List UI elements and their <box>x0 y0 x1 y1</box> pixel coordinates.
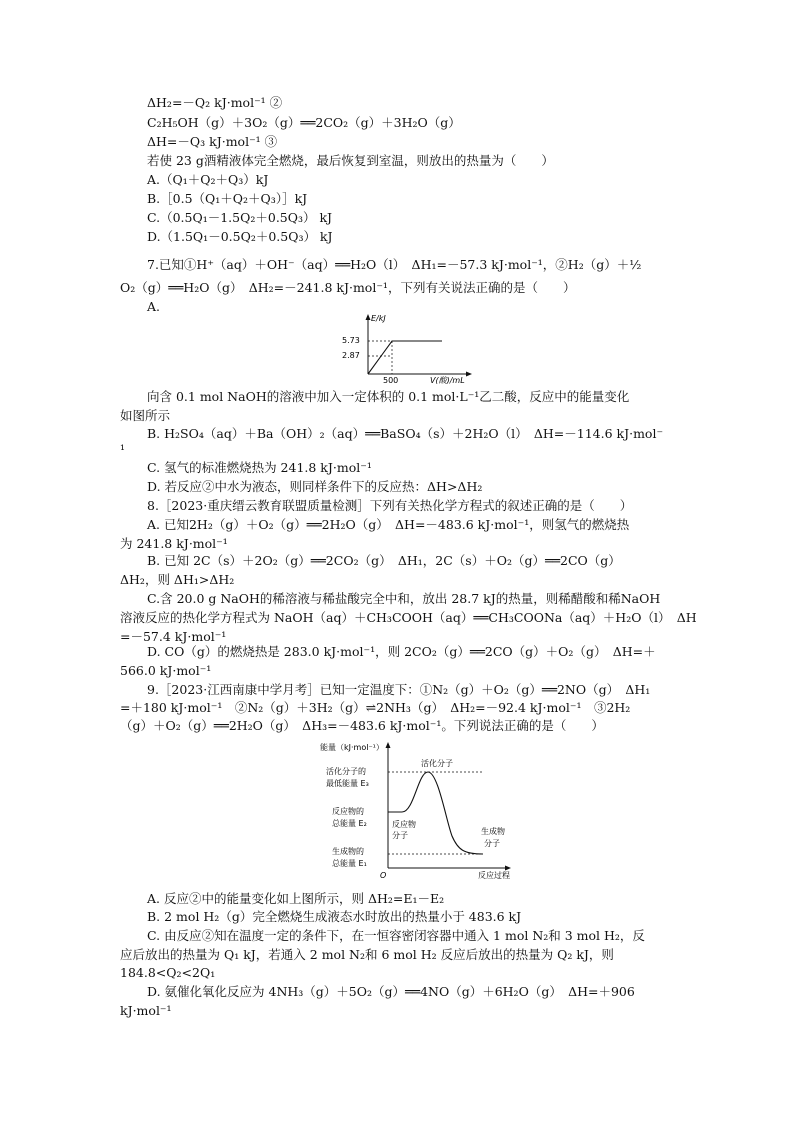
option-a: A. 反应②中的能量变化如上图所示，则 ΔH₂=E₁－E₂ <box>147 891 445 906</box>
y-axis-label: E/kJ <box>371 314 386 323</box>
product-label: 生成物 <box>481 827 505 836</box>
x-axis-arrow <box>505 866 511 871</box>
question-7-stem: 7.已知①H⁺（aq）＋OH⁻（aq）══H₂O（l） ΔH₁=－57.3 kJ·mol⁻¹，②H₂（g）＋½ <box>147 257 642 272</box>
question-stem: 若使 23 g酒精液体完全燃烧，最后恢复到室温，则放出的热量为（ ） <box>147 153 554 168</box>
text-line: ΔH₂=－Q₂ kJ·mol⁻¹ ② <box>147 95 283 110</box>
option-b: B. 2 mol H₂（g）完全燃烧生成液态水时放出的热量小于 483.6 kJ <box>147 909 522 924</box>
x-axis-arrow <box>466 372 472 377</box>
option-c: C. 氢气的标准燃烧热为 241.8 kJ·mol⁻¹ <box>147 460 372 475</box>
e3-label: 最低能量 E₃ <box>326 779 369 788</box>
text-line: 向含 0.1 mol NaOH的溶液中加入一定体积的 0.1 mol·L⁻¹乙二酸，反应中的能量变化 <box>147 389 630 404</box>
option-c: C.（0.5Q₁－1.5Q₂＋0.5Q₃） kJ <box>147 210 333 225</box>
text-line: ΔH=－Q₃ kJ·mol⁻¹ ③ <box>147 134 278 149</box>
y-axis-arrow <box>366 314 371 320</box>
reactant-label: 反应物 <box>392 820 416 829</box>
text-line: 566.0 kJ·mol⁻¹ <box>120 663 212 678</box>
text-line: O₂（g）══H₂O（g） ΔH₂=－241.8 kJ·mol⁻¹，下列有关说法正确的是（ ） <box>120 280 576 295</box>
product-label: 分子 <box>484 839 500 848</box>
text-line: 如图所示 <box>120 408 171 423</box>
text-line: 溶液反应的热化学方程式为 NaOH（aq）＋CH₃COOH（aq）══CH₃COONa（aq）＋H₂O（l） ΔH <box>120 610 697 625</box>
option-c: C. 由反应②知在温度一定的条件下，在一恒容密闭容器中通入 1 mol N₂和 3 mol H₂，反 <box>147 928 645 943</box>
text-line: 为 241.8 kJ·mol⁻¹ <box>120 536 228 551</box>
text-line: =＋180 kJ·mol⁻¹ ②N₂（g）＋3H₂（g）⇌2NH₃（g） ΔH₂=－92.4 kJ·mol⁻¹ ③2H₂ <box>120 700 631 715</box>
text-line: ΔH₂，则 ΔH₁>ΔH₂ <box>120 572 235 587</box>
option-a: A.（Q₁＋Q₂＋Q₃）kJ <box>147 172 269 187</box>
e1-label: 总能量 E₁ <box>332 859 367 868</box>
option-b: B. 已知 2C（s）＋2O₂（g）══2CO₂（g） ΔH₁，2C（s）＋O₂（g）══2CO（g） <box>147 553 621 568</box>
question-9-stem: 9.［2023·江西南康中学月考］已知一定温度下：①N₂（g）＋O₂（g）══2NO（g） ΔH₁ <box>147 682 651 697</box>
y-tick-label: 5.73 <box>342 336 360 345</box>
e3-label: 活化分子的 <box>326 767 366 776</box>
option-d: D. 若反应②中水为液态，则同样条件下的反应热：ΔH>ΔH₂ <box>147 479 483 494</box>
text-line: （g）＋O₂（g）══2H₂O（g） ΔH₃=－483.6 kJ·mol⁻¹。下列说法正确的是（ ） <box>120 718 604 733</box>
option-a: A. 已知2H₂（g）＋O₂（g）══2H₂O（g） ΔH=－483.6 kJ·mol⁻¹，则氢气的燃烧热 <box>147 517 630 532</box>
text-line: 应后放出的热量为 Q₁ kJ，若通入 2 mol N₂和 6 mol H₂ 反应后放出的热量为 Q₂ kJ，则 <box>120 947 614 962</box>
origin-label: O <box>380 871 387 880</box>
option-b: B.［0.5（Q₁＋Q₂＋Q₃）］kJ <box>147 191 308 206</box>
energy-profile-figure <box>318 736 518 884</box>
e1-label: 生成物的 <box>332 847 364 856</box>
text-line: ¹ <box>120 442 126 457</box>
text-line: kJ·mol⁻¹ <box>120 1003 172 1018</box>
text-line: =－57.4 kJ·mol⁻¹ <box>120 629 227 644</box>
y-tick-label: 2.87 <box>342 351 360 360</box>
text-line: C₂H₅OH（g）＋3O₂（g）══2CO₂（g）＋3H₂O（g） <box>147 115 461 130</box>
reactant-label: 分子 <box>392 831 408 840</box>
e2-label: 总能量 E₂ <box>332 819 367 828</box>
x-axis-label: 反应过程 <box>478 871 510 880</box>
y-axis-label: 能量（kJ·mol⁻¹） <box>320 743 384 752</box>
option-a: A. <box>147 299 161 314</box>
reaction-curve <box>388 772 483 854</box>
option-d: D. 氨催化氧化反应为 4NH₃（g）＋5O₂（g）══4NO（g）＋6H₂O（g） ΔH=＋906 <box>147 984 635 999</box>
question-8-stem: 8.［2023·重庆缙云教育联盟质量检测］下列有关热化学方程式的叙述正确的是（ ） <box>147 498 633 513</box>
energy-volume-figure <box>338 312 478 384</box>
peak-label: 活化分子 <box>421 759 453 768</box>
text-line: 184.8<Q₂<2Q₁ <box>120 965 216 980</box>
y-axis-arrow <box>386 742 391 748</box>
option-d: D. CO（g）的燃烧热是 283.0 kJ·mol⁻¹，则 2CO₂（g）══2CO（g）＋O₂（g） ΔH=＋ <box>147 644 656 659</box>
option-c: C.含 20.0 g NaOH的稀溶液与稀盐酸完全中和，放出 28.7 kJ的热量，则稀醋酸和稀NaOH <box>147 591 661 606</box>
x-axis-label: V(酸)/mL <box>430 376 465 384</box>
energy-curve <box>368 341 442 374</box>
option-d: D.（1.5Q₁－0.5Q₂＋0.5Q₃） kJ <box>147 229 333 244</box>
x-tick-label: 500 <box>383 376 399 384</box>
e2-label: 反应物的 <box>332 807 364 816</box>
option-b: B. H₂SO₄（aq）＋Ba（OH）₂（aq）══BaSO₄（s）＋2H₂O（l） ΔH=－114.6 kJ·mol⁻ <box>147 426 664 441</box>
